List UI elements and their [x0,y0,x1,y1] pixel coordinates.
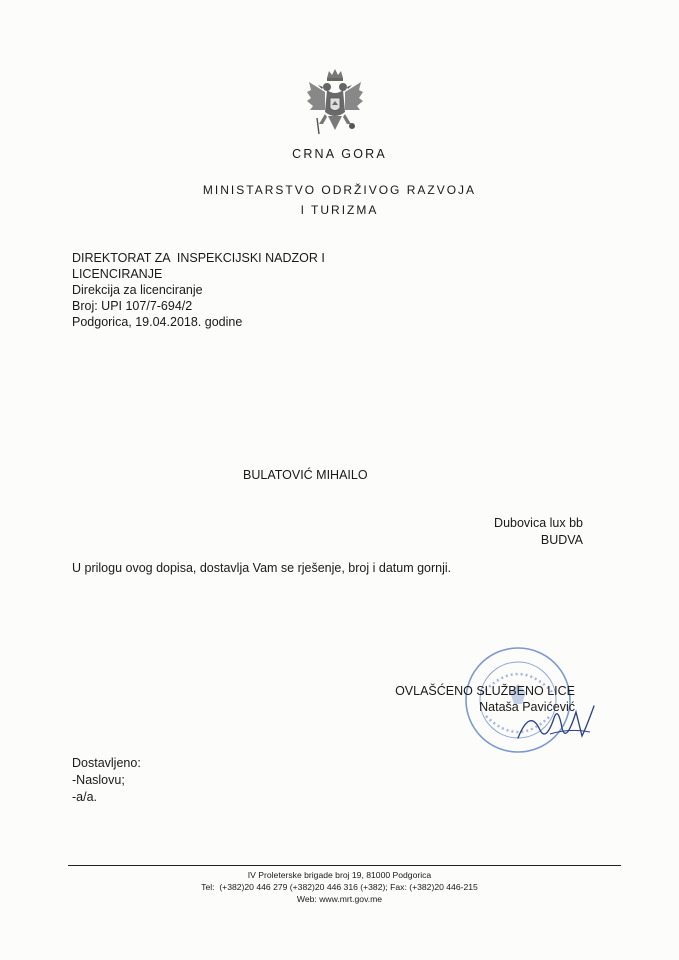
signatory-title: OVLAŠĆENO SLUŽBENO LICE [395,684,575,698]
delivery-item-2: -a/a. [72,790,98,804]
directorate-line-2: LICENCIRANJE [72,267,163,281]
coat-of-arms-emblem [305,68,365,142]
department: Direkcija za licenciranje [72,283,203,297]
reference-number: Broj: UPI 107/7-694/2 [72,299,193,313]
ministry-line-1: MINISTARSTVO ODRŽIVOG RAZVOJA [202,183,477,197]
delivery-item-1: -Naslovu; [72,773,125,787]
delivery-heading: Dostavljeno: [72,756,141,770]
recipient-name: BULATOVIĆ MIHAILO [243,468,368,482]
footer-web: Web: www.mrt.gov.me [296,894,383,904]
footer-divider [68,865,621,866]
recipient-city: BUDVA [540,533,583,547]
delivery-list [72,755,141,806]
ministry-line-2: I TURIZMA [300,203,379,217]
signatory-name: Nataša Pavićević [479,700,575,714]
ministry-name [0,180,679,220]
footer-address: IV Proleterske brigade broj 19, 81000 Podgorica [247,870,432,880]
recipient-street: Dubovica lux bb [494,516,583,530]
letter-body: U prilogu ovog dopisa, dostavlja Vam se rješenje, broj i datum gornji. [72,561,452,575]
document-header [72,250,325,330]
country-name: CRNA GORA [292,147,387,161]
recipient-address [494,515,583,549]
directorate-line-1: DIREKTORAT ZA INSPEKCIJSKI NADZOR I [72,251,325,265]
handwritten-signature [510,698,600,748]
footer [0,869,679,905]
footer-contacts: Tel: (+382)20 446 279 (+382)20 446 316 (+382); Fax: (+382)20 446-215 [201,882,478,892]
place-date: Podgorica, 19.04.2018. godine [72,315,243,329]
